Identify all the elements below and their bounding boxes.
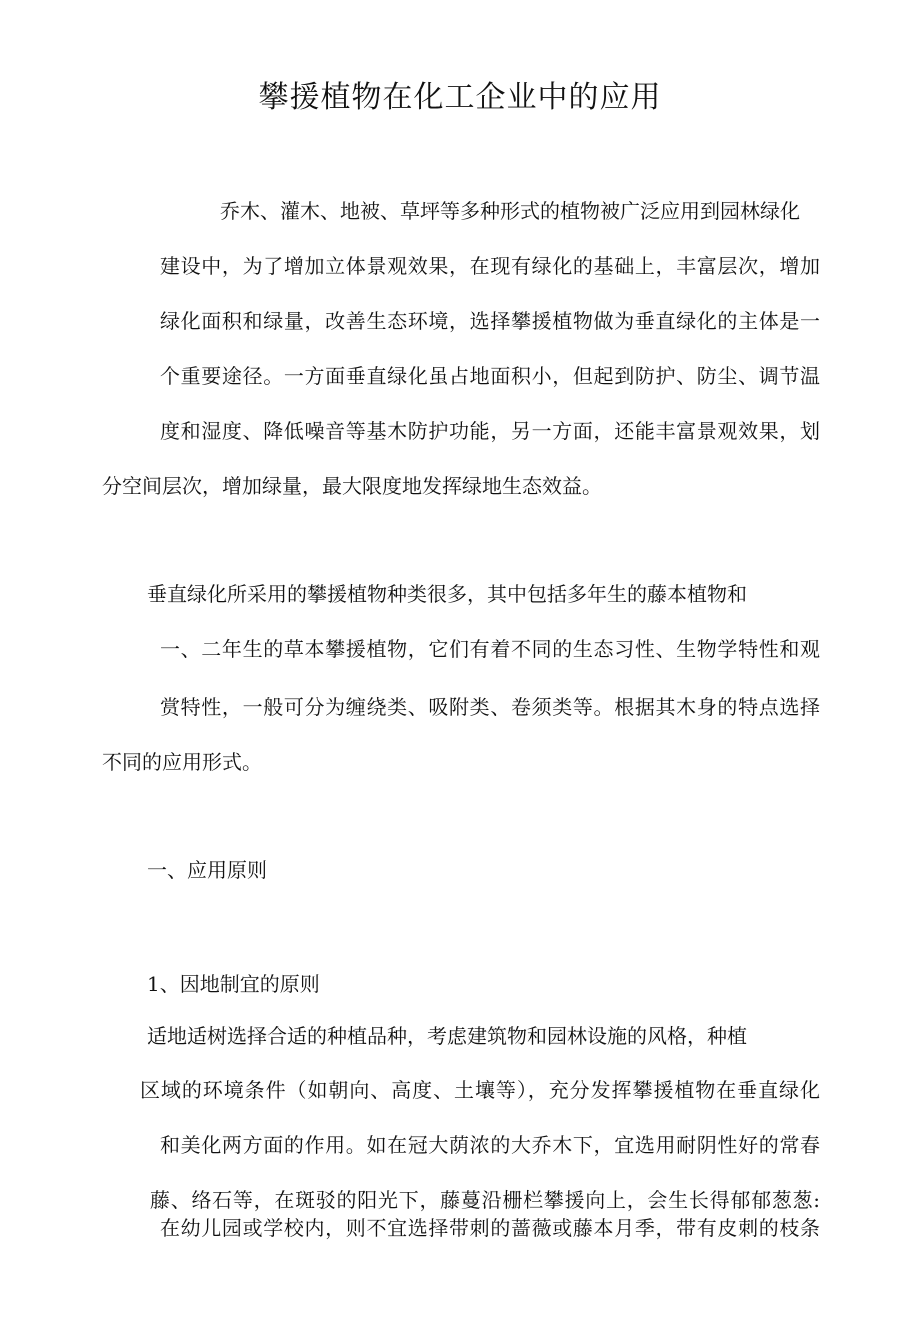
text-line: 赏特性，一般可分为缠绕类、吸附类、卷须类等。根据其木身的特点选择 (160, 695, 820, 719)
text-line: 区域的环境条件（如朝向、高度、土壤等），充分发挥攀援植物在垂直绿化 (140, 1078, 820, 1102)
text-line: 在幼儿园或学校内，则不宜选择带刺的蔷薇或藤本月季，带有皮刺的枝条 (160, 1216, 820, 1240)
text-line: 藤、络石等，在斑驳的阳光下，藤蔓沿栅栏攀援向上，会生长得郁郁葱葱: (150, 1188, 820, 1212)
text-line: 垂直绿化所采用的攀援植物种类很多，其中包括多年生的藤本植物和 (147, 582, 747, 606)
document-title: 攀援植物在化工企业中的应用 (258, 80, 662, 115)
text-line: 一、二年生的草本攀援植物，它们有着不同的生态习性、生物学特性和观 (160, 637, 820, 661)
text-line: 和美化两方面的作用。如在冠大荫浓的大乔木下，宜选用耐阴性好的常春 (160, 1133, 820, 1157)
section-heading: 一、应用原则 (147, 858, 267, 882)
text-line: 绿化面积和绿量，改善生态环境，选择攀援植物做为垂直绿化的主体是一 (160, 309, 820, 333)
text-line: 建设中，为了增加立体景观效果，在现有绿化的基础上，丰富层次，增加 (160, 254, 820, 278)
text-line: 度和湿度、降低噪音等基木防护功能，另一方面，还能丰富景观效果，划 (160, 419, 820, 443)
text-line: 分空间层次，增加绿量，最大限度地发挥绿地生态效益。 (102, 474, 602, 498)
text-line: 适地适树选择合适的种植品种，考虑建筑物和园林设施的风格，种植 (147, 1024, 747, 1048)
subsection-heading: 1、因地制宜的原则 (147, 972, 320, 996)
text-line: 不同的应用形式。 (102, 750, 262, 774)
text-line: 个重要途径。一方面垂直绿化虽占地面积小，但起到防护、防尘、调节温 (160, 364, 820, 388)
text-line: 乔木、灌木、地被、草坪等多种形式的植物被广泛应用到园林绿化 (220, 199, 800, 223)
